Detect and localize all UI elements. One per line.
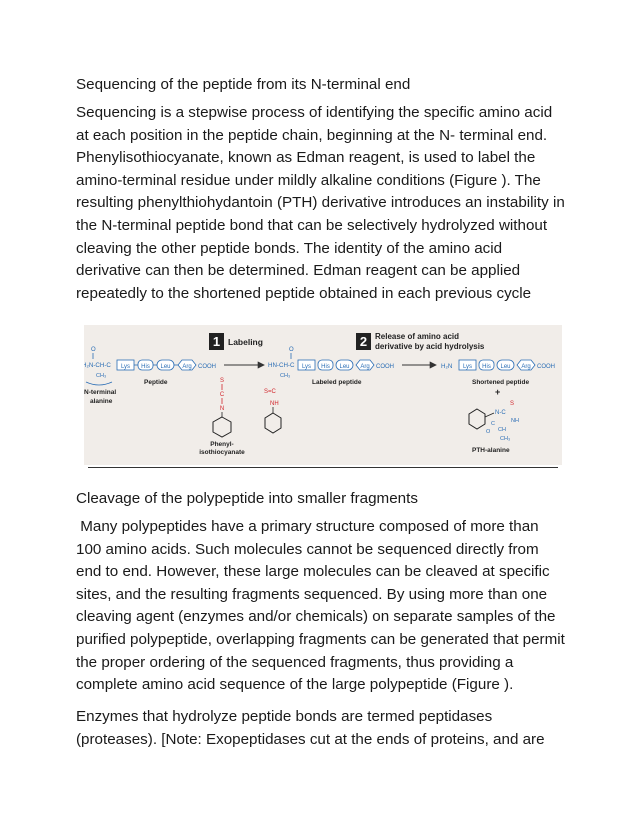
pth-n: N-C: [495, 410, 506, 416]
residue-lys: Lys: [120, 364, 131, 370]
benzene-ring-reagent: [213, 417, 231, 437]
shortened-n-group: H₂N: [441, 363, 453, 370]
pth-o: O: [486, 429, 491, 435]
pth-ch: CH: [498, 427, 506, 433]
benzene-ring-labeled: [265, 413, 281, 433]
reagent-s: S: [219, 378, 225, 384]
reagent-c: C: [219, 392, 225, 398]
labeled-residues: [298, 360, 374, 370]
nh-group: NH: [270, 401, 279, 407]
pth-s: S: [510, 401, 515, 407]
section-heading-sequencing: Sequencing of the peptide from its N-terminal end: [76, 76, 411, 93]
short-residue-his: His: [482, 364, 491, 370]
labeled-n-group: HN-CH-C: [268, 362, 295, 369]
figure-divider: [88, 467, 558, 468]
n-terminal-label-2: alanine: [90, 398, 113, 405]
peptide-label: Peptide: [144, 379, 168, 386]
paragraph-sequencing: Sequencing is a stepwise process of identifying the specific amino acid at each position in the peptide chain, beginning at the N- terminal end. Phenylisothiocyanate, known as Edman reagent, is used to label the amino-terminal residue under mildly alkaline conditions (Figure ). The resulting phenylthiohydantoin (PTH) derivative introduces an instability in the N-terminal peptide bond that can be selectively hydrolyzed without cleaving the other peptide bonds. The identity of the amino acid derivative can then be determined. Edman reagent can be applied repeatedly to the shortened peptide obtained in each previous cycle: [76, 104, 565, 302]
pth-label: PTH-alanine: [472, 447, 510, 454]
step2-label-line2: derivative by acid hydrolysis: [375, 342, 485, 351]
section-heading-cleavage: Cleavage of the polypeptide into smaller fragments: [76, 490, 418, 507]
reagent-label-2: isothiocyanate: [199, 449, 245, 456]
labeled-residue-his: His: [321, 364, 330, 370]
short-residue-arg: Arg: [521, 364, 531, 370]
shortened-residues: [459, 360, 535, 370]
cooh-2: COOH: [376, 364, 394, 370]
shortened-peptide-label: Shortened peptide: [472, 379, 530, 386]
labeled-peptide-label: Labeled peptide: [312, 379, 362, 386]
edman-degradation-figure: [84, 325, 562, 465]
thio-group: S=C: [264, 389, 276, 395]
labeled-residue-leu: Leu: [339, 364, 350, 370]
short-residue-leu: Leu: [500, 364, 511, 370]
pth-c: C: [491, 421, 495, 427]
step2-number: 2: [359, 334, 368, 349]
benzene-ring-pth: [469, 409, 485, 429]
pth-ch3: CH₃: [500, 436, 511, 442]
reagent-label-1: Phenyl-: [210, 441, 234, 448]
step1-number: 1: [212, 334, 221, 349]
methyl-group-2: CH₃: [280, 373, 291, 379]
residue-leu: Leu: [160, 364, 171, 370]
n-terminal-label-1: N-terminal: [84, 389, 117, 396]
short-residue-lys: Lys: [462, 364, 473, 370]
pth-nh: NH: [511, 418, 519, 424]
methyl-group-1: CH₃: [96, 373, 107, 379]
carbonyl-o-1: O: [91, 347, 96, 353]
paragraph-enzymes: Enzymes that hydrolyze peptide bonds are termed peptidases (proteases). [Note: Exopeptidases cut at the ends of proteins, and are: [76, 708, 545, 748]
plus-sign: +: [495, 387, 501, 397]
labeled-residue-arg: Arg: [360, 364, 370, 370]
residue-arg: Arg: [182, 364, 192, 370]
cooh-1: COOH: [198, 364, 216, 370]
cooh-3: COOH: [537, 364, 555, 370]
edman-diagram: [84, 325, 562, 465]
reagent-n: N: [219, 406, 225, 412]
step2-label-line1: Release of amino acid: [375, 332, 460, 341]
paragraph-cleavage: Many polypeptides have a primary structure composed of more than 100 amino acids. Such molecules cannot be sequenced directly from end to end. However, these large molecules can be cleaved at specific sites, and the resulting fragments sequenced. By using more than one cleaving agent (enzymes and/or chemicals) on separate samples of the purified polypeptide, overlapping fragments can be generated that permit the proper ordering of the sequenced fragments, thus providing a complete amino acid sequence of the large polypeptide (Figure ).: [76, 518, 570, 694]
n-terminal-group: H₂N-CH-C: [84, 362, 111, 369]
step1-label: Labeling: [228, 337, 263, 347]
labeled-residue-lys: Lys: [301, 364, 312, 370]
peptide-residues: [117, 360, 196, 370]
carbonyl-o-2: O: [289, 347, 294, 353]
residue-his: His: [141, 364, 150, 370]
